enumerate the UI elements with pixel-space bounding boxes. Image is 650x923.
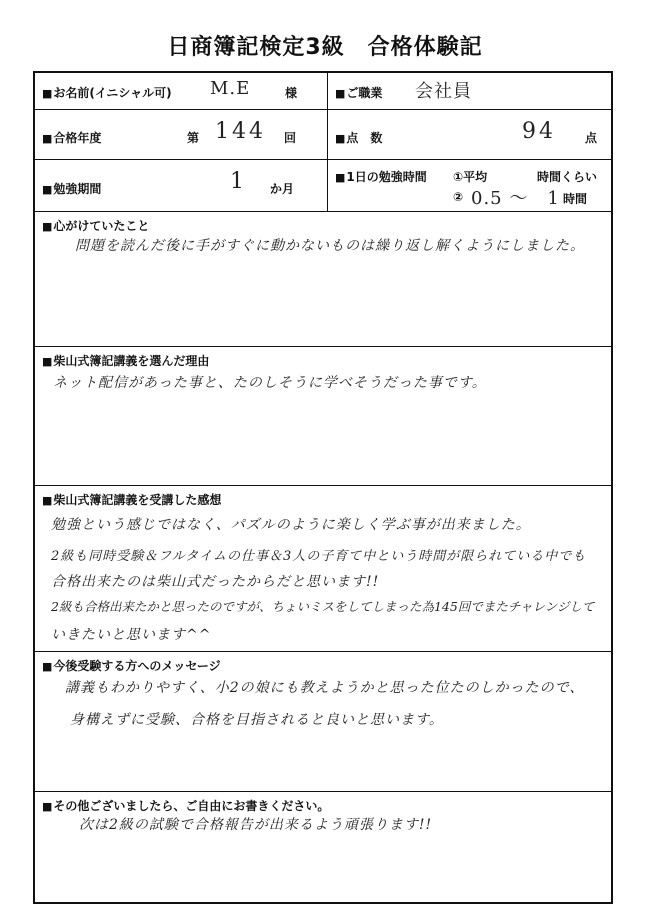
pass-round-label: ■ 合格年度 [42,129,101,146]
row-divider [35,109,611,110]
handwritten-line: 合格出来たのは柴山式だったからだと思います!! [51,574,380,590]
row-divider [35,211,611,212]
score-value: 94 [522,119,556,144]
section-heading: ■ 柴山式簿記講義を受講した感想 [42,491,221,508]
handwritten-line: 問題を読んだ後に手がすぐに動かないものは繰り返し解くようにしました。 [75,238,585,254]
occupation-label: ■ ご職業 [335,84,382,101]
study-period-label: ■ 勉強期間 [42,180,101,197]
score-suffix: 点 [585,131,598,145]
name-label: ■ お名前(イニシャル可) [42,84,172,101]
section-divider [35,651,611,652]
section-heading: ■ 心がけていたこと [42,217,149,234]
daily-average-label: ①平均 [453,170,488,184]
study-period-value: 1 [230,169,247,194]
row-divider [35,159,611,160]
score-label: ■ 点 数 [335,129,382,146]
section-divider [35,346,611,347]
handwritten-line: 2級も同時受験＆フルタイムの仕事＆3人の子育て中という時間が限られている中でも [51,549,587,564]
daily-study-value: 0.5 〜 1 [471,188,560,209]
occupation-value: 会社員 [415,81,472,102]
section-divider [35,485,611,486]
pass-round-prefix: 第 [187,131,200,145]
section-divider [35,791,611,792]
handwritten-line: 講義もわかりやすく、小2の娘にも教えようかと思った位たのしかったので、 [65,680,585,696]
name-suffix: 様 [285,86,298,100]
handwritten-line: 身構えずに受験、合格を目指されると良いと思います。 [70,712,444,728]
daily-hours-label: 時間 [563,192,588,206]
section-heading: ■ 柴山式簿記講義を選んだ理由 [42,352,209,369]
handwritten-line: 2級も合格出来たかと思ったのですが、ちょいミスをしてしまった為145回でまたチャレンジして [51,599,595,614]
daily-approx-label: 時間くらい [537,170,598,184]
handwritten-line: いきたいと思います^^ [51,627,212,643]
name-value: M.E [210,78,251,99]
handwritten-line: 勉強という感じではなく、パズルのように楽しく学ぶ事が出来ました。 [51,517,531,533]
pass-round-suffix: 回 [284,131,297,145]
study-period-suffix: か月 [270,182,295,196]
daily-alt-marker: ② [453,190,464,204]
column-divider [327,73,328,211]
section-heading: ■ その他ございましたら、ご自由にお書きください。 [42,797,329,814]
section-heading: ■ 今後受験する方へのメッセージ [42,657,221,674]
experience-form [33,71,613,904]
pass-round-value: 144 [215,119,266,144]
handwritten-line: 次は2級の試験で合格報告が出来るよう頑張ります!! [79,817,433,833]
daily-study-label: ■ 1日の勉強時間 [335,168,427,185]
handwritten-line: ネット配信があった事と、たのしそうに学べそうだった事です。 [53,375,487,391]
page-title: 日商簿記検定3級 合格体験記 [167,35,483,60]
